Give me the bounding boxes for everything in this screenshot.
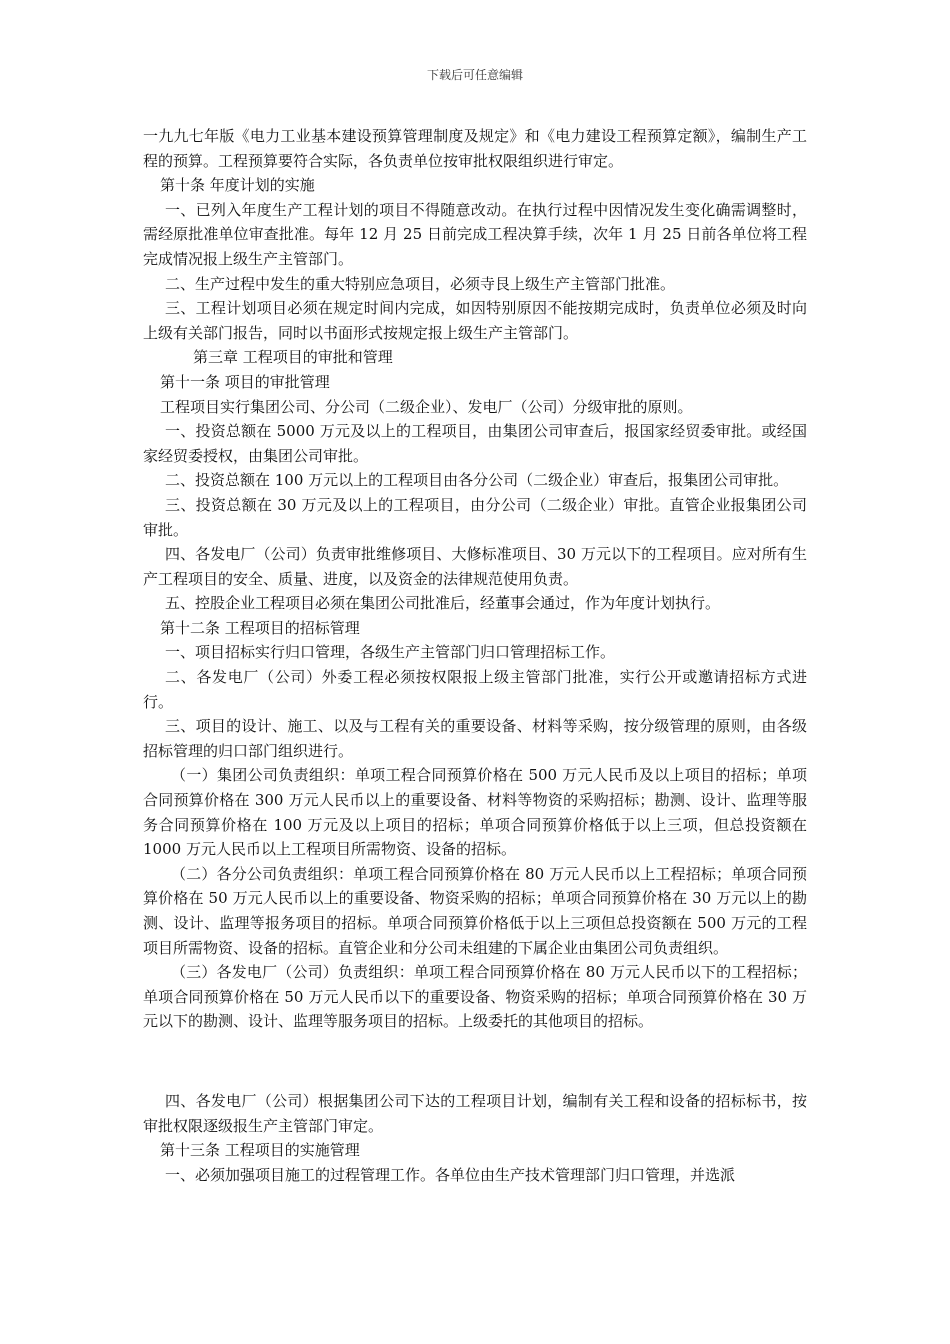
paragraph: 三、工程计划项目必须在规定时间内完成，如因特别原因不能按期完成时，负责单位必须及时向上级有关部门报告，同时以书面形式按规定报上级生产主管部门。 (143, 299, 807, 342)
paragraph: 第十三条 工程项目的实施管理 (160, 1141, 360, 1160)
paragraph: 一、必须加强项目施工的过程管理工作。各单位由生产技术管理部门归口管理，并选派 (165, 1165, 736, 1184)
paragraph: 第三章 工程项目的审批和管理 (193, 348, 393, 367)
paragraph: （三）各发电厂（公司）负责组织：单项工程合同预算价格在 80 万元人民币以下的工程招标；单项合同预算价格在 50 万元人民币以下的重要设备、物资采购的招标；单项合同预算价格在 30 万元以下的勘测、设计、监理等服务项目的招标。上级委托的其他项目的招标。 (143, 963, 807, 1031)
document-body (143, 124, 807, 1187)
paragraph: 一、已列入年度生产工程计划的项目不得随意改动。在执行过程中因情况发生变化确需调整时，需经原批准单位审查批准。每年 12 月 25 日前完成工程决算手续，次年 1 月 25 日前各单位将工程完成情况报上级生产主管部门。 (143, 200, 807, 268)
paragraph: 一九九七年版《电力工业基本建设预算管理制度及规定》和《电力建设工程预算定额》，编制生产工程的预算。工程预算要符合实际，各负责单位按审批权限组织进行审定。 (143, 127, 807, 170)
paragraph: 工程项目实行集团公司、分公司（二级企业）、发电厂（公司）分级审批的原则。 (160, 397, 693, 416)
paragraph: 四、各发电厂（公司）负责审批维修项目、大修标准项目、30 万元以下的工程项目。应对所有生产工程项目的安全、质量、进度，以及资金的法律规范使用负责。 (143, 545, 807, 588)
paragraph: 二、投资总额在 100 万元以上的工程项目由各分公司（二级企业）审查后，报集团公司审批。 (165, 471, 789, 490)
blank-line (143, 1049, 807, 1074)
paragraph: 第十一条 项目的审批管理 (160, 372, 330, 391)
paragraph: 四、各发电厂（公司）根据集团公司下达的工程项目计划，编制有关工程和设备的招标标书，按审批权限逐级报生产主管部门审定。 (143, 1091, 807, 1135)
paragraph: 五、控股企业工程项目必须在集团公司批准后，经董事会通过，作为年度计划执行。 (165, 594, 721, 613)
paragraph: （一）集团公司负责组织：单项工程合同预算价格在 500 万元人民币及以上项目的招标；单项合同预算价格在 300 万元人民币以上的重要设备、材料等物资的采购招标；勘测、设计、监理等服务合同预算价格在 100 万元及以上项目的招标；单项合同预算价格低于以上三项，但总投资额在 1000 万元人民币以上工程项目所需物资、设备的招标。 (143, 766, 807, 859)
paragraph: 第十二条 工程项目的招标管理 (160, 618, 360, 637)
paragraph: 第十条 年度计划的实施 (160, 176, 315, 195)
paragraph: 二、各发电厂（公司）外委工程必须按权限报上级主管部门批准，实行公开或邀请招标方式进行。 (143, 668, 807, 711)
paragraph: 三、项目的设计、施工、以及与工程有关的重要设备、材料等采购，按分级管理的原则，由各级招标管理的归口部门组织进行。 (143, 717, 807, 760)
paragraph: 二、生产过程中发生的重大特别应急项目，必须寺艮上级生产主管部门批准。 (165, 274, 676, 293)
paragraph: 一、项目招标实行归口管理，各级生产主管部门归口管理招标工作。 (165, 643, 616, 662)
page-header: 下载后可任意编辑 (426, 68, 523, 82)
paragraph: （二）各分公司负责组织：单项工程合同预算价格在 80 万元人民币以上工程招标；单项合同预算价格在 50 万元人民币以上的重要设备、物资采购的招标；单项合同预算价格在 30 万元以上的勘测、设计、监理等报务项目的招标。单项合同预算价格低于以上三项但总投资额在 500 万元的工程项目所需物资、设备的招标。直管企业和分公司未组建的下属企业由集团公司负责组织。 (143, 864, 807, 957)
paragraph: 三、投资总额在 30 万元及以上的工程项目，由分公司（二级企业）审批。直管企业报集团公司审批。 (143, 495, 807, 539)
paragraph: 一、投资总额在 5000 万元及以上的工程项目，由集团公司审查后，报国家经贸委审批。或经国家经贸委授权，由集团公司审批。 (143, 422, 807, 465)
